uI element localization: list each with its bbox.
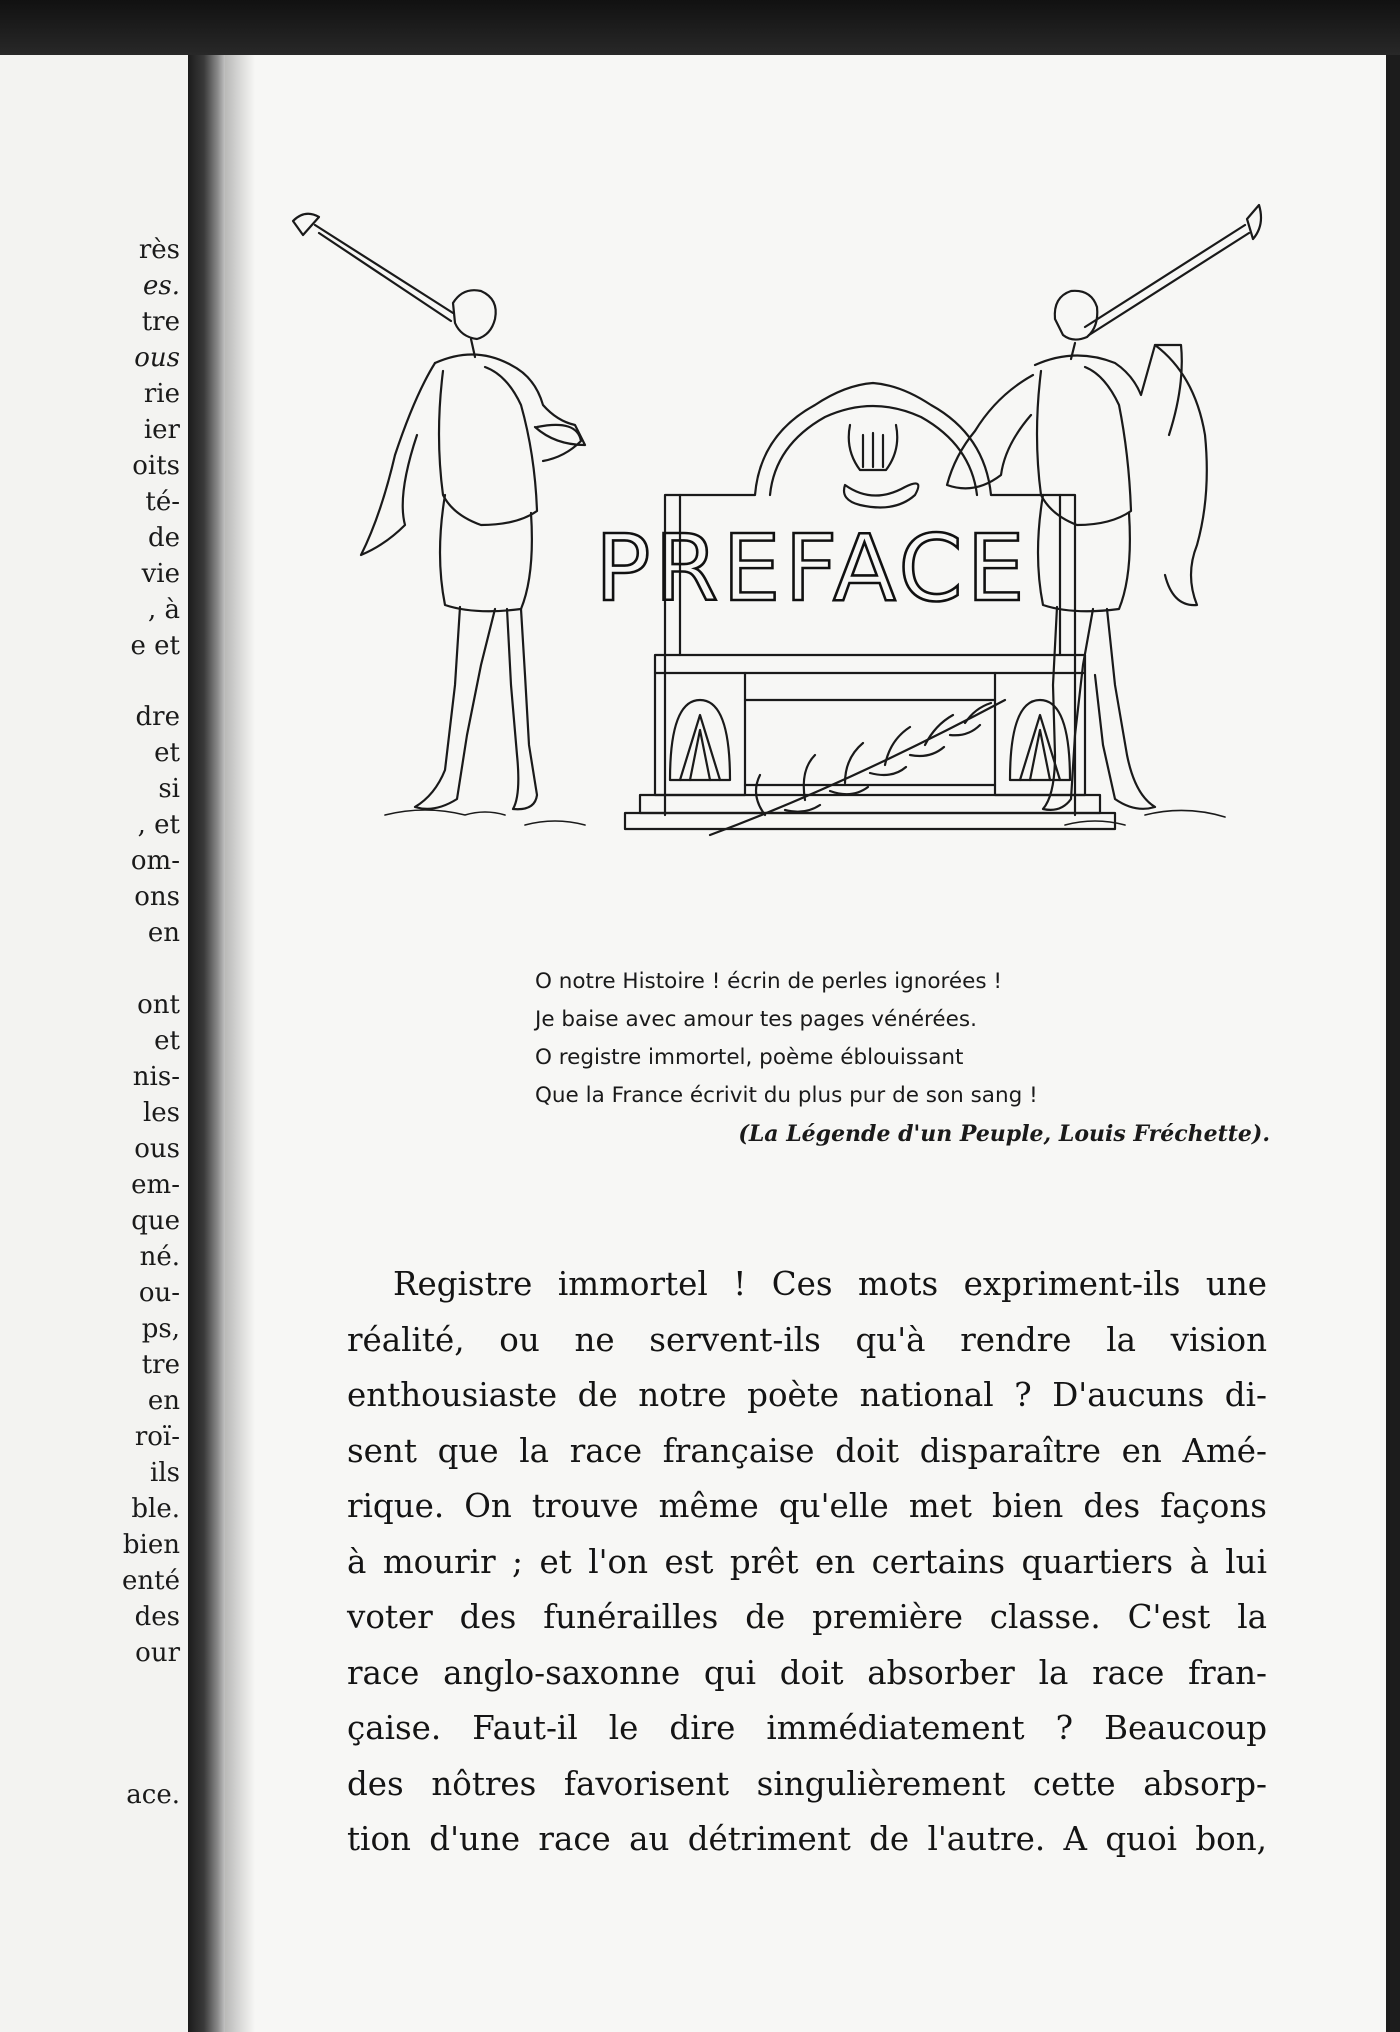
book-gutter-shadow bbox=[188, 55, 228, 2032]
body-line: çaise. Faut-il le dire immédiatement ? Beaucoup bbox=[347, 1709, 1267, 1747]
preface-title: PREFACE bbox=[595, 515, 1029, 622]
epigraph-line: Que la France écrivit du plus pur de son sang ! bbox=[535, 1083, 1038, 1108]
body-line: réalité, ou ne servent-ils qu'à rendre la vision bbox=[347, 1320, 1267, 1359]
left-page-text-fragment: ous bbox=[134, 1134, 180, 1164]
left-page-text-fragment: et bbox=[154, 1026, 180, 1056]
preface-page bbox=[225, 55, 1400, 2032]
body-line: enthousiaste de notre poète national ? D'aucuns di- bbox=[347, 1376, 1267, 1414]
epigraph-line: O notre Histoire ! écrin de perles ignorées ! bbox=[535, 969, 1003, 994]
left-page-text-fragment: es. bbox=[143, 271, 180, 301]
body-line: tion d'une race au détriment de l'autre. A quoi bon, bbox=[347, 1820, 1267, 1858]
body-line: Registre immortel ! Ces mots expriment-ils une bbox=[393, 1265, 1267, 1303]
left-page-text-fragment: om- bbox=[130, 846, 180, 876]
left-page-text-fragment: les bbox=[142, 1098, 180, 1128]
left-page-text-fragment: ous bbox=[134, 343, 180, 373]
body-line: des nôtres favorisent singulièrement cette absorp- bbox=[347, 1764, 1267, 1803]
left-page-text-fragment: nis- bbox=[132, 1062, 180, 1092]
epigraph-citation: (La Légende d'un Peuple, Louis Fréchette). bbox=[738, 1121, 1270, 1147]
left-page-text-fragment: rie bbox=[143, 379, 180, 409]
previous-page-fragment bbox=[0, 55, 188, 2032]
left-page-text-fragment: né. bbox=[139, 1242, 180, 1272]
body-line: à mourir ; et l'on est prêt en certains quartiers à lui bbox=[347, 1542, 1267, 1581]
left-page-text-fragment: , à bbox=[147, 595, 180, 625]
epigraph-line: Je baise avec amour tes pages vénérées. bbox=[535, 1007, 977, 1032]
left-page-text-fragment: ace. bbox=[126, 1780, 180, 1810]
left-page-text-fragment: ier bbox=[143, 415, 180, 445]
scan-border-top bbox=[0, 0, 1400, 60]
body-line: rique. On trouve même qu'elle met bien des façons bbox=[347, 1487, 1267, 1525]
scan-border-right bbox=[1386, 55, 1400, 2032]
left-page-text-fragment: en bbox=[147, 918, 180, 948]
left-page-text-fragment: ps, bbox=[141, 1314, 180, 1344]
body-line: race anglo-saxonne qui doit absorber la race fran- bbox=[347, 1653, 1267, 1692]
left-page-text-fragment: té- bbox=[145, 487, 180, 517]
body-line: sent que la race française doit disparaître en Amé- bbox=[347, 1431, 1267, 1470]
left-page-text-fragment: tre bbox=[141, 1350, 180, 1380]
left-page-text-fragment: oits bbox=[132, 451, 180, 481]
epigraph-line: O registre immortel, poème éblouissant bbox=[535, 1045, 964, 1070]
left-page-text-fragment: tre bbox=[141, 307, 180, 337]
left-page-text-fragment: ons bbox=[134, 882, 180, 912]
page-edge-shadow bbox=[225, 55, 255, 2032]
preface-body bbox=[347, 1257, 1267, 1868]
left-page-text-fragment: si bbox=[158, 774, 180, 804]
left-page-text-fragment: des bbox=[134, 1602, 180, 1632]
left-page-text-fragment: our bbox=[135, 1638, 180, 1668]
left-page-text-fragment: que bbox=[131, 1206, 180, 1236]
left-page-text-fragment: ils bbox=[150, 1458, 180, 1488]
left-page-text-fragment: rès bbox=[138, 235, 180, 265]
left-page-text-fragment: dre bbox=[135, 702, 180, 732]
left-page-text-fragment: ou- bbox=[138, 1278, 180, 1308]
left-page-text-fragment: enté bbox=[122, 1566, 180, 1596]
left-herald bbox=[293, 214, 585, 809]
left-page-text-fragment: de bbox=[147, 523, 180, 553]
left-page-text-fragment: ont bbox=[137, 990, 180, 1020]
left-page-text-fragment: roï- bbox=[134, 1422, 180, 1452]
left-page-text-fragment: en bbox=[147, 1386, 180, 1416]
left-page-text-fragment: bien bbox=[122, 1530, 180, 1560]
epigraph bbox=[535, 963, 1400, 1153]
left-page-text-fragment: et bbox=[154, 738, 180, 768]
left-page-text-fragment: , et bbox=[137, 810, 180, 840]
left-page-text-fragment: e et bbox=[130, 631, 180, 661]
left-page-text-fragment: ble. bbox=[131, 1494, 180, 1524]
left-page-text-fragment: vie bbox=[141, 559, 180, 589]
left-page-text-fragment: em- bbox=[131, 1170, 180, 1200]
body-line: voter des funérailles de première classe. C'est la bbox=[347, 1598, 1267, 1636]
